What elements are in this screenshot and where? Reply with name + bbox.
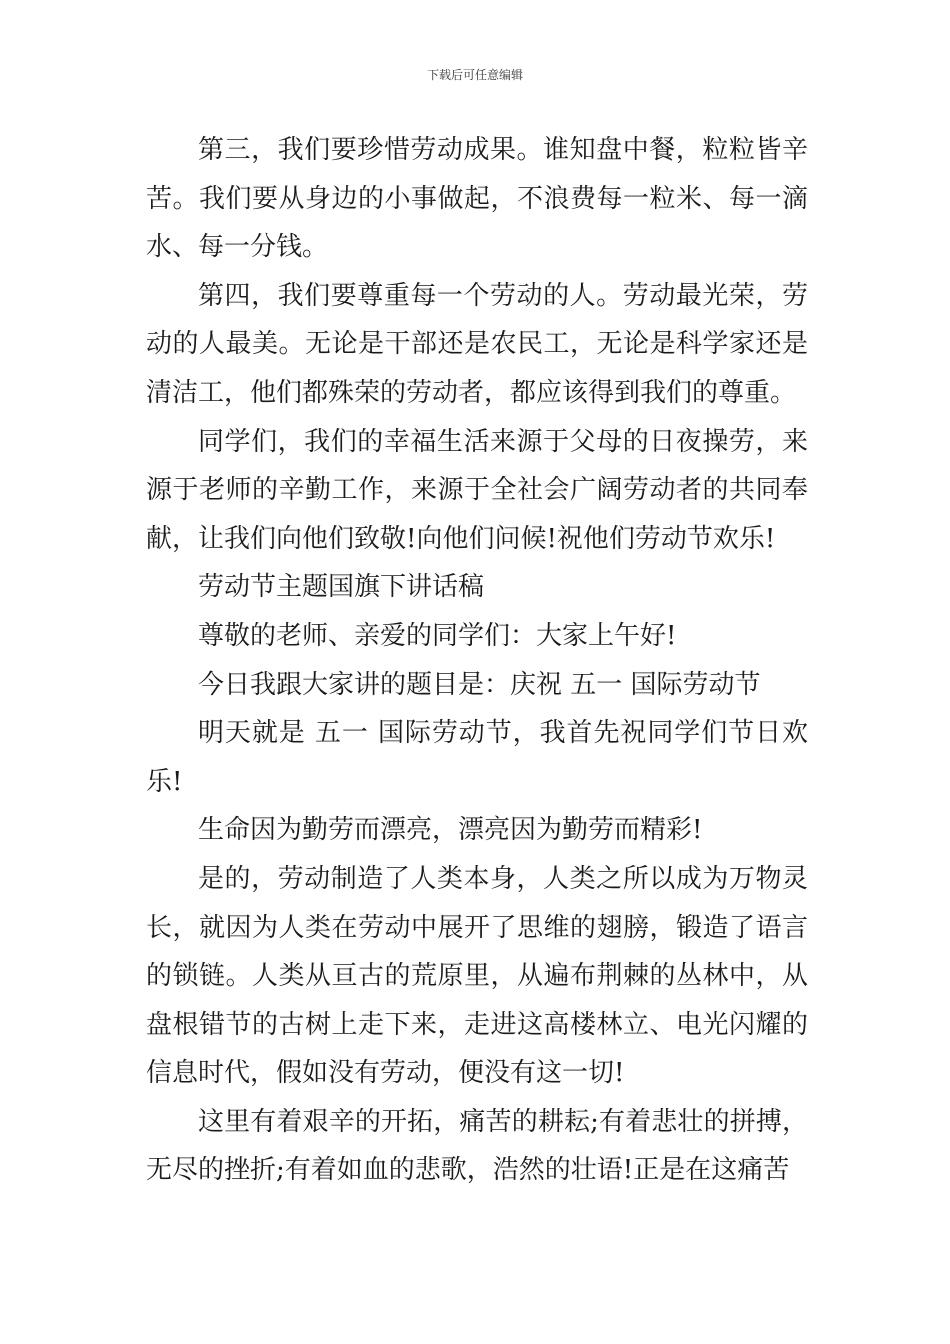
document-body	[146, 126, 808, 1195]
paragraph-third: 第三，我们要珍惜劳动成果。谁知盘中餐，粒粒皆辛苦。我们要从身边的小事做起，不浪费每一粒米、每一滴水、每一分钱。	[146, 135, 808, 263]
paragraph-students: 同学们，我们的幸福生活来源于父母的日夜操劳，来源于老师的辛勤工作，来源于全社会广阔劳动者的共同奉献，让我们向他们致敬!向他们问候!祝他们劳动节欢乐!	[146, 426, 808, 554]
speech-title: 劳动节主题国旗下讲话稿	[198, 572, 485, 603]
greeting: 尊敬的老师、亲爱的同学们：大家上午好!	[198, 620, 677, 651]
page-header-note: 下载后可任意编辑	[426, 68, 523, 82]
paragraph-fourth: 第四，我们要尊重每一个劳动的人。劳动最光荣，劳动的人最美。无论是干部还是农民工，无论是科学家还是清洁工，他们都殊荣的劳动者，都应该得到我们的尊重。	[146, 280, 808, 408]
speech-topic: 今日我跟大家讲的题目是：庆祝 五一 国际劳动节	[198, 669, 761, 700]
paragraph-tomorrow: 明天就是 五一 国际劳动节，我首先祝同学们节日欢乐!	[146, 718, 808, 797]
paragraph-life: 生命因为勤劳而漂亮，漂亮因为勤劳而精彩!	[198, 815, 703, 846]
paragraph-hardship: 这里有着艰辛的开拓，痛苦的耕耘;有着悲壮的拼搏，无尽的挫折;有着如血的悲歌，浩然的壮语!正是在这痛苦	[146, 1106, 808, 1186]
paragraph-labor-created: 是的，劳动制造了人类本身，人类之所以成为万物灵长，就因为人类在劳动中展开了思维的翅膀，锻造了语言的锁链。人类从亘古的荒原里，从遍布荆棘的丛林中，从盘根错节的古树上走下来，走进这高楼林立、电光闪耀的信息时代，假如没有劳动，便没有这一切!	[146, 863, 808, 1089]
